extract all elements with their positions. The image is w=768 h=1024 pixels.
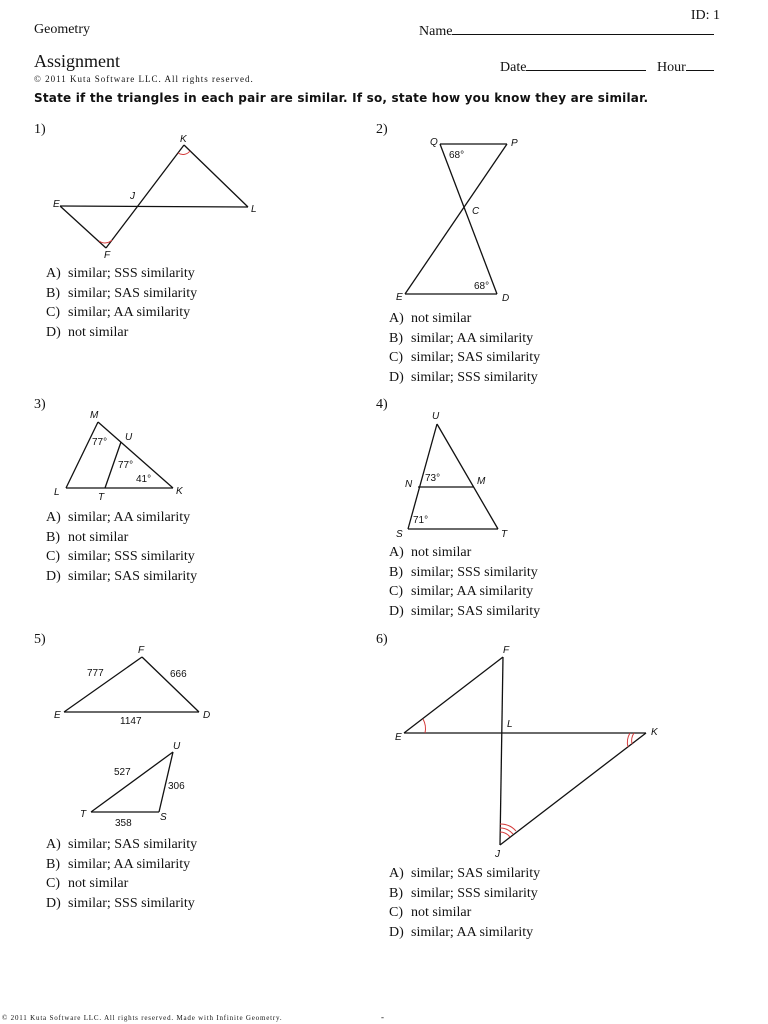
side-length: 666	[170, 669, 187, 680]
vertex-label: K	[176, 486, 183, 497]
date-label: Date	[500, 60, 527, 75]
angle-mark-j	[500, 832, 510, 837]
worksheet-id: ID: 1	[690, 8, 720, 23]
problem-number: 5)	[34, 632, 46, 647]
answer-choice[interactable]: A) similar; AA similarity	[46, 510, 191, 525]
side-length: 358	[115, 818, 132, 829]
vertex-label: J	[495, 849, 500, 860]
page-title: Assignment	[34, 51, 121, 71]
problem-number: 6)	[376, 632, 388, 647]
vertex-label: K	[180, 134, 187, 145]
vertex-label: C	[472, 206, 480, 217]
vertex-label: D	[502, 293, 510, 304]
answer-choice[interactable]: C) not similar	[46, 876, 129, 892]
answer-choice[interactable]: D) similar; AA similarity	[389, 924, 534, 940]
answer-choice[interactable]: A) similar; SSS similarity	[46, 266, 195, 281]
subject-label: Geometry	[34, 22, 90, 37]
footer-mark: -	[381, 1012, 384, 1022]
vertex-label: N	[405, 479, 413, 490]
segment-fe	[404, 657, 503, 733]
vertex-label: E	[53, 199, 60, 210]
vertex-label: P	[511, 138, 518, 149]
vertex-label: S	[396, 529, 403, 540]
problem-number: 1)	[34, 122, 46, 137]
answer-choice[interactable]: D) similar; SSS similarity	[389, 369, 538, 385]
answer-choice[interactable]: B) similar; AA similarity	[389, 330, 534, 346]
instructions: State if the triangles in each pair are similar. If so, state how you know they are similar.	[34, 91, 649, 105]
angle-value: 77°	[92, 437, 108, 448]
answer-choice[interactable]: B) not similar	[46, 529, 129, 545]
answer-choice[interactable]: B) similar; SSS similarity	[389, 564, 538, 580]
vertex-label: T	[501, 529, 508, 540]
vertex-label: D	[203, 710, 211, 721]
answer-choice[interactable]: A) not similar	[389, 545, 472, 560]
vertex-label: S	[160, 812, 167, 823]
answer-choice[interactable]: C) not similar	[389, 905, 472, 921]
angle-value: 68°	[449, 150, 465, 161]
vertex-label: K	[651, 727, 658, 738]
vertex-label: J	[130, 191, 135, 202]
segment-fj	[500, 657, 503, 845]
answer-choice[interactable]: D) similar; SSS similarity	[46, 895, 195, 911]
side-length: 306	[168, 781, 185, 792]
angle-mark-j	[500, 828, 513, 834]
header-copyright: © 2011 Kuta Software LLC. All rights reserved.	[34, 74, 254, 84]
vertex-label: U	[125, 432, 133, 443]
vertex-label: M	[477, 476, 486, 487]
answer-choice[interactable]: C) similar; AA similarity	[46, 305, 191, 321]
angle-value: 68°	[474, 281, 490, 292]
angle-value: 73°	[425, 473, 441, 484]
vertex-label: U	[173, 741, 181, 752]
angle-mark-e	[423, 719, 425, 733]
answer-choice[interactable]: B) similar; SAS similarity	[46, 285, 198, 301]
answer-choice[interactable]: D) similar; SAS similarity	[389, 603, 541, 619]
vertex-label: F	[104, 250, 111, 261]
problem-number: 4)	[376, 397, 388, 412]
answer-choice[interactable]: C) similar; AA similarity	[389, 584, 534, 600]
vertex-label: F	[138, 645, 145, 656]
vertex-label: Q	[430, 137, 438, 148]
vertex-label: L	[507, 719, 513, 730]
vertex-label: F	[503, 645, 510, 656]
vertex-label: T	[80, 809, 87, 820]
vertex-label: T	[98, 492, 105, 503]
answer-choice[interactable]: B) similar; SSS similarity	[389, 885, 538, 901]
answer-choice[interactable]: C) similar; SSS similarity	[46, 549, 195, 565]
answer-choice[interactable]: A) similar; SAS similarity	[46, 837, 198, 852]
vertex-label: U	[432, 411, 440, 422]
angle-value: 41°	[136, 474, 152, 485]
problem-6-choices	[389, 864, 540, 942]
segment-kj	[500, 733, 646, 845]
angle-value: 71°	[413, 515, 429, 526]
vertex-label: E	[395, 732, 402, 743]
angle-value: 77°	[118, 460, 134, 471]
hour-label: Hour	[657, 60, 686, 75]
problem-number: 3)	[34, 397, 46, 412]
vertex-label: E	[54, 710, 61, 721]
vertex-label: L	[54, 487, 60, 498]
vertex-label: L	[251, 204, 257, 215]
vertex-label: M	[90, 410, 99, 421]
side-length: 527	[114, 767, 131, 778]
answer-choice[interactable]: A) similar; SAS similarity	[389, 866, 541, 881]
name-label: Name	[419, 24, 453, 39]
side-length: 777	[87, 668, 104, 679]
side-length: 1147	[120, 716, 142, 727]
answer-choice[interactable]: A) not similar	[389, 311, 472, 326]
answer-choice[interactable]: C) similar; SAS similarity	[389, 350, 541, 366]
problem-number: 2)	[376, 122, 388, 137]
answer-choice[interactable]: D) similar; SAS similarity	[46, 568, 198, 584]
vertex-label: E	[396, 292, 403, 303]
answer-choice[interactable]: B) similar; AA similarity	[46, 856, 191, 872]
footer-copyright: © 2011 Kuta Software LLC. All rights reserved. Made with Infinite Geometry.	[2, 1014, 283, 1022]
answer-choice[interactable]: D) not similar	[46, 324, 129, 340]
